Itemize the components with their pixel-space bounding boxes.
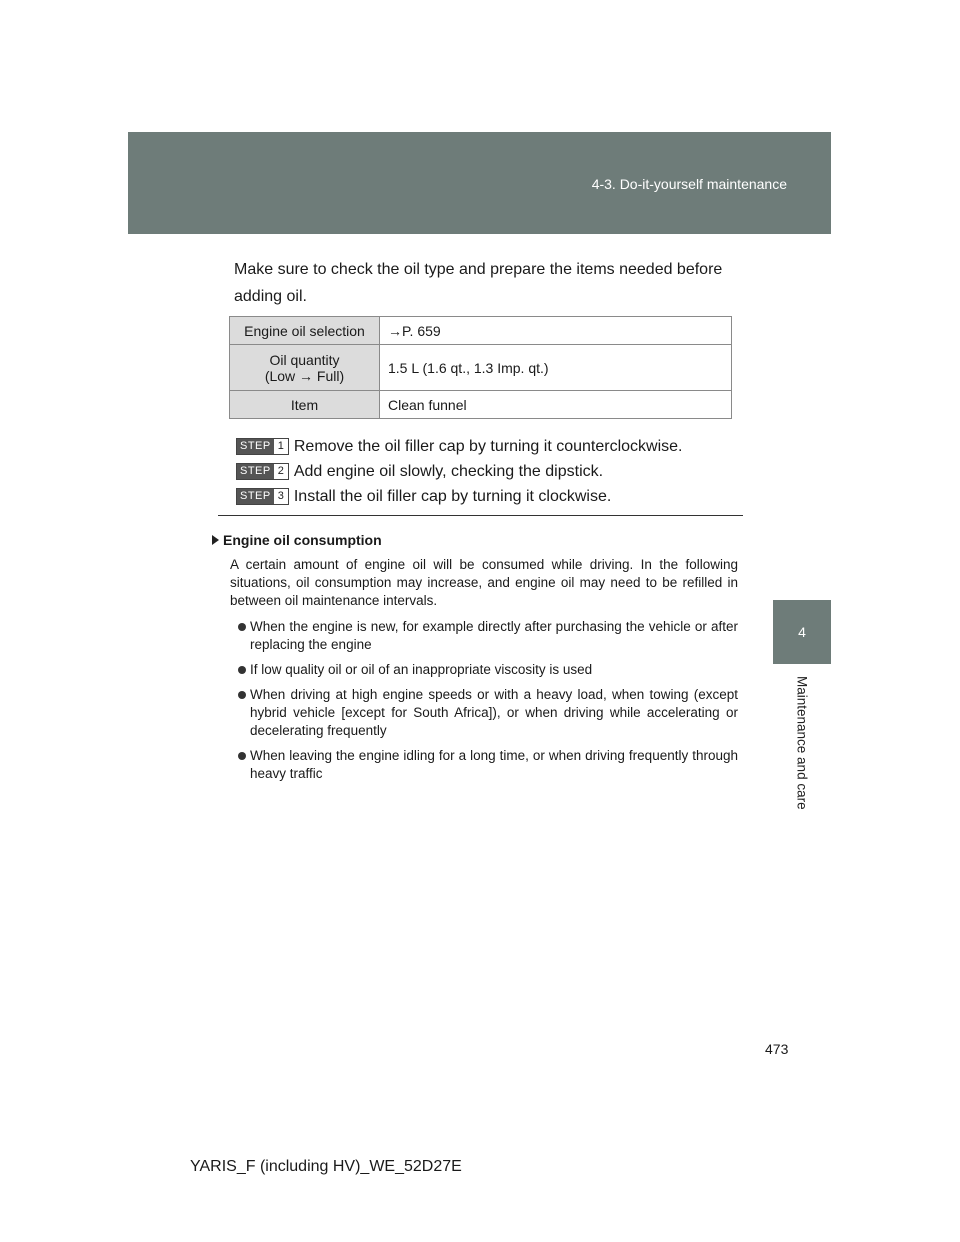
table-label: Engine oil selection [230,317,380,345]
bullet-dot-icon [238,752,246,760]
table-row [230,317,732,345]
table-value: Clean funnel [380,391,732,419]
list-item [238,661,738,679]
step-badge [236,463,289,480]
section-divider [218,515,743,516]
note-heading-text: Engine oil consumption [223,532,382,548]
section-title: 4-3. Do-it-yourself maintenance [591,176,787,192]
chapter-number: 4 [798,624,806,640]
list-item-text: When leaving the engine idling for a long time, or when driving frequently through heavy traffic [250,748,738,781]
chapter-label-text: Maintenance and care [794,676,810,810]
step-item [236,484,756,509]
step-text: Remove the oil filler cap by turning it counterclockwise. [293,437,683,455]
step-number: 2 [274,464,288,479]
list-item [238,686,738,740]
table-value: →P. 659 [380,317,732,345]
step-word: STEP [237,439,274,454]
note-section [212,532,738,790]
step-number: 3 [274,489,288,504]
step-word: STEP [237,489,274,504]
step-text: Add engine oil slowly, checking the dipstick. [293,462,604,480]
step-item [236,459,756,484]
list-item-text: When the engine is new, for example directly after purchasing the vehicle or after replacing the engine [250,619,738,652]
oil-info-table [229,316,732,419]
list-item [238,747,738,783]
footer-code: YARIS_F (including HV)_WE_52D27E [190,1158,462,1175]
step-badge [236,488,289,505]
step-list [236,434,756,509]
intro-paragraph: Make sure to check the oil type and prepare the items needed before adding oil. [234,261,723,305]
step-item [236,434,756,459]
bullet-dot-icon [238,691,246,699]
page-number: 473 [765,1041,789,1057]
bullet-dot-icon [238,666,246,674]
table-label [230,345,380,391]
step-word: STEP [237,464,274,479]
table-row [230,345,732,391]
chapter-tab [773,600,831,664]
note-body: A certain amount of engine oil will be consumed while driving. In the following situations, oil consumption may increase, and engine oil may need to be refilled in between oil maintenance intervals. [230,557,738,608]
header-band [128,132,831,234]
bullet-list [238,618,738,783]
table-label-line: (Low → Full) [264,367,345,384]
table-value: 1.5 L (1.6 qt., 1.3 Imp. qt.) [380,345,732,391]
list-item-text: If low quality oil or oil of an inappropriate viscosity is used [250,662,593,677]
table-row [230,391,732,419]
note-heading [212,532,738,548]
bullet-dot-icon [238,623,246,631]
list-item [238,618,738,654]
triangle-bullet-icon [212,535,219,545]
chapter-label [773,676,831,816]
step-text: Install the oil filler cap by turning it clockwise. [293,487,612,505]
step-badge [236,438,289,455]
table-label-line: Oil quantity [269,351,340,368]
table-label: Item [230,391,380,419]
step-number: 1 [274,439,288,454]
list-item-text: When driving at high engine speeds or with a heavy load, when towing (except hybrid vehicle [except for South Africa]), or when driving while accelerating or decelerating frequently [250,687,738,738]
